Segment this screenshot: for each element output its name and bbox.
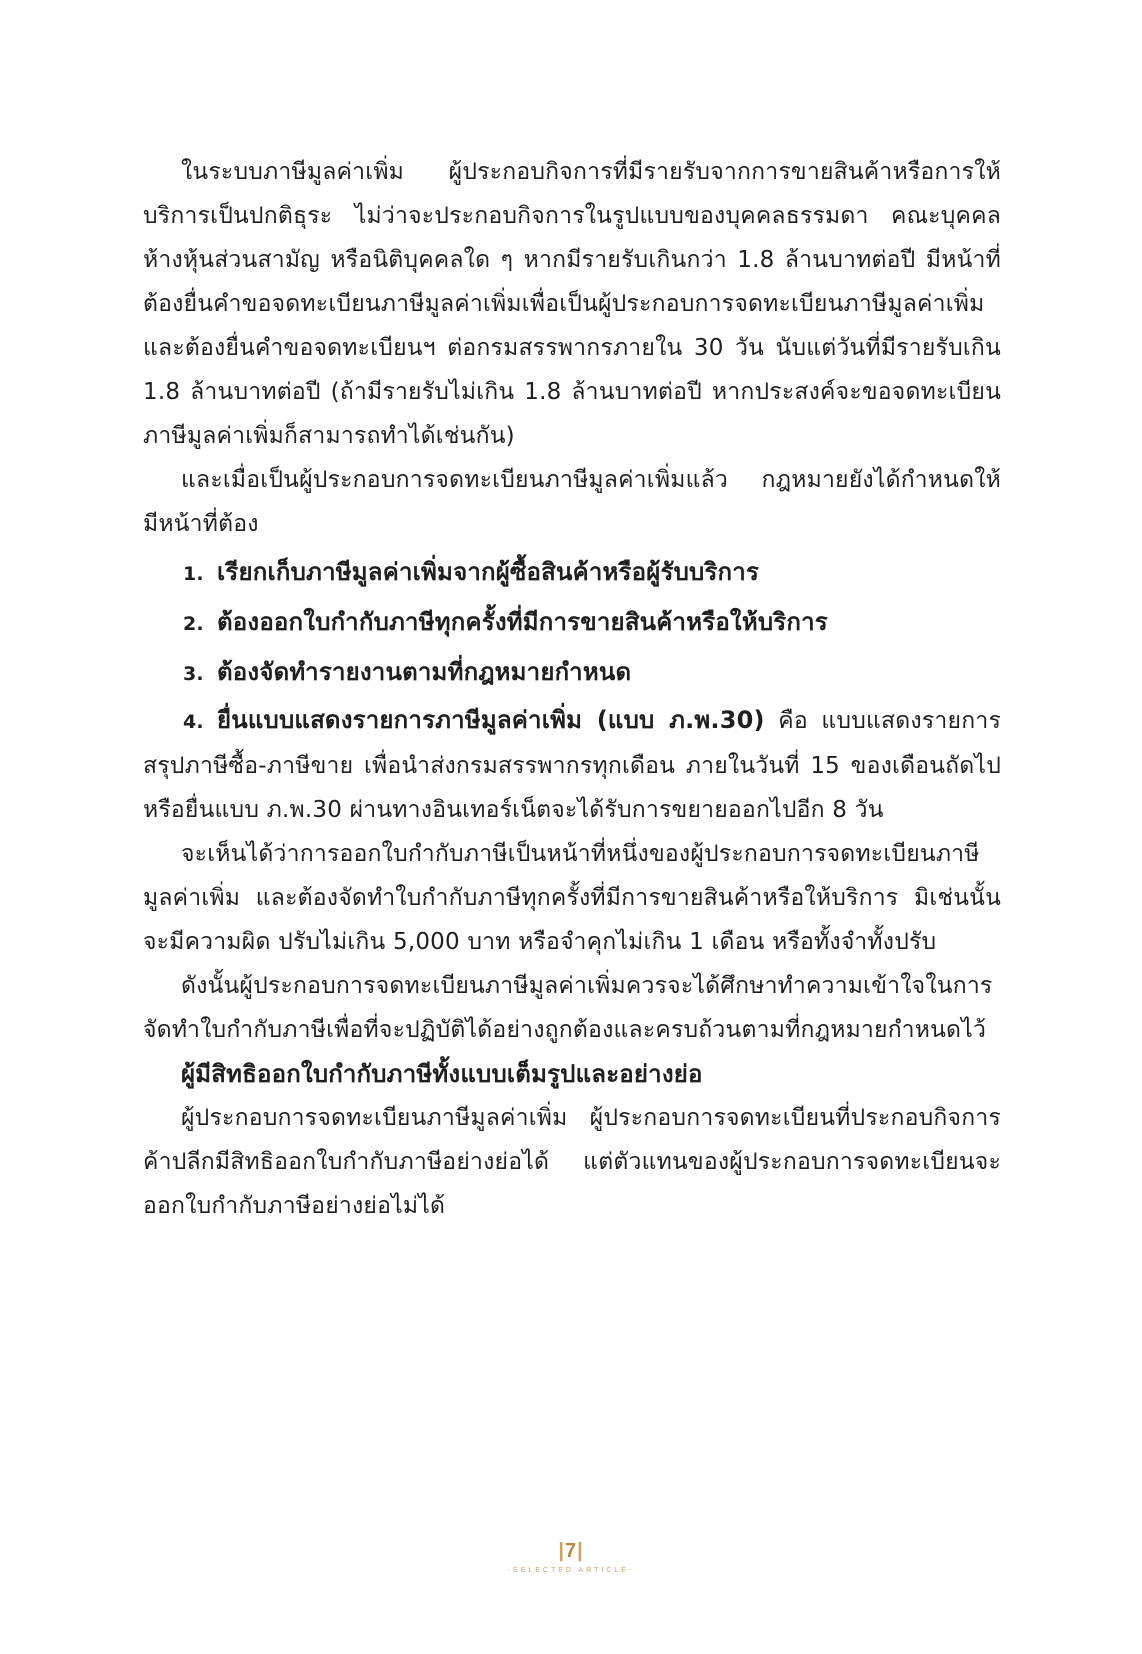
list-item-number: 4. <box>183 711 204 733</box>
list-item-4 <box>143 698 1001 832</box>
paragraph-conclusion: ดังนั้นผู้ประกอบการจดทะเบียนภาษีมูลค่าเพิ่มควรจะได้ศึกษาทำความเข้าใจในการจัดทำใบกำกับภาษีเพื่อที่จะปฏิบัติได้อย่างถูกต้องและครบถ้วนตามที่กฎหมายกำหนดไว้ <box>143 973 993 1043</box>
page-footer <box>0 1540 1142 1574</box>
list-item-text: เรียกเก็บภาษีมูลค่าเพิ่มจากผู้ซื้อสินค้าหรือผู้รับบริการ <box>217 558 760 586</box>
list-item <box>143 548 1001 598</box>
section-heading: ผู้มีสิทธิออกใบกำกับภาษีทั้งแบบเต็มรูปและอย่างย่อ <box>181 1060 703 1088</box>
divider-right: | <box>577 1540 584 1562</box>
page-number-value: 7 <box>564 1540 578 1562</box>
list-item-bold-text: ยื่นแบบแสดงรายการภาษีมูลค่าเพิ่ม (แบบ ภ.พ.30) <box>217 706 765 734</box>
duties-list <box>143 548 1001 698</box>
list-item-number: 2. <box>183 613 204 635</box>
page-number <box>0 1540 1142 1563</box>
list-item-text: ต้องออกใบกำกับภาษีทุกครั้งที่มีการขายสินค้าหรือให้บริการ <box>217 608 828 636</box>
list-item <box>143 598 1001 648</box>
list-item <box>143 648 1001 698</box>
paragraph-vat-registration: ในระบบภาษีมูลค่าเพิ่ม ผู้ประกอบกิจการที่มีรายรับจากการขายสินค้าหรือการให้บริการเป็นปกติธุระ ไม่ว่าจะประกอบกิจการในรูปแบบของบุคคลธรรมดา คณะบุคคล ห้างหุ้นส่วนสามัญ หรือนิติบุคคลใด ๆ หากมีรายรับเกินกว่า 1.8 ล้านบาทต่อปี มีหน้าที่ต้องยื่นคำขอจดทะเบียนภาษีมูลค่าเพิ่มเพื่อเป็นผู้ประกอบการจดทะเบียนภาษีมูลค่าเพิ่ม และต้องยื่นคำขอจดทะเบียนฯ ต่อกรมสรรพากรภายใน 30 วัน นับแต่วันที่มีรายรับเกิน 1.8 ล้านบาทต่อปี (ถ้ามีรายรับไม่เกิน 1.8 ล้านบาทต่อปี หากประสงค์จะขอจดทะเบียนภาษีมูลค่าเพิ่มก็สามารถทำได้เช่นกัน) <box>143 159 1001 449</box>
list-item-text: ต้องจัดทำรายงานตามที่กฎหมายกำหนด <box>217 658 632 686</box>
article-body <box>143 150 1001 1228</box>
paragraph-invoice-duty: จะเห็นได้ว่าการออกใบกำกับภาษีเป็นหน้าที่หนึ่งของผู้ประกอบการจดทะเบียนภาษีมูลค่าเพิ่ม และต้องจัดทำใบกำกับภาษีทุกครั้งที่มีการขายสินค้าหรือให้บริการ มิเช่นนั้นจะมีความผิด ปรับไม่เกิน 5,000 บาท หรือจำคุกไม่เกิน 1 เดือน หรือทั้งจำทั้งปรับ <box>143 841 1001 955</box>
list-item-number: 3. <box>183 663 204 685</box>
paragraph-duties-intro: และเมื่อเป็นผู้ประกอบการจดทะเบียนภาษีมูลค่าเพิ่มแล้ว กฎหมายยังได้กำหนดให้มีหน้าที่ต้อง <box>143 467 1001 537</box>
divider-left: | <box>558 1540 565 1562</box>
list-item-number: 1. <box>183 563 204 585</box>
list-item-text: คือ แบบแสดงรายการสรุปภาษีซื้อ-ภาษีขาย เพื่อนำส่งกรมสรรพากรทุกเดือน ภายในวันที่ 15 ของเดือนถัดไป หรือยื่นแบบ ภ.พ.30 ผ่านทางอินเทอร์เน็ตจะได้รับการขยายออกไปอีก 8 วัน <box>143 708 1002 823</box>
footer-caption: -SELECTED ARTICLE- <box>507 1567 635 1574</box>
paragraph-invoice-rights: ผู้ประกอบการจดทะเบียนภาษีมูลค่าเพิ่ม ผู้ประกอบการจดทะเบียนที่ประกอบกิจการค้าปลีกมีสิทธิออกใบกำกับภาษีอย่างย่อได้ แต่ตัวแทนของผู้ประกอบการจดทะเบียนจะออกใบกำกับภาษีอย่างย่อไม่ได้ <box>143 1105 1001 1219</box>
